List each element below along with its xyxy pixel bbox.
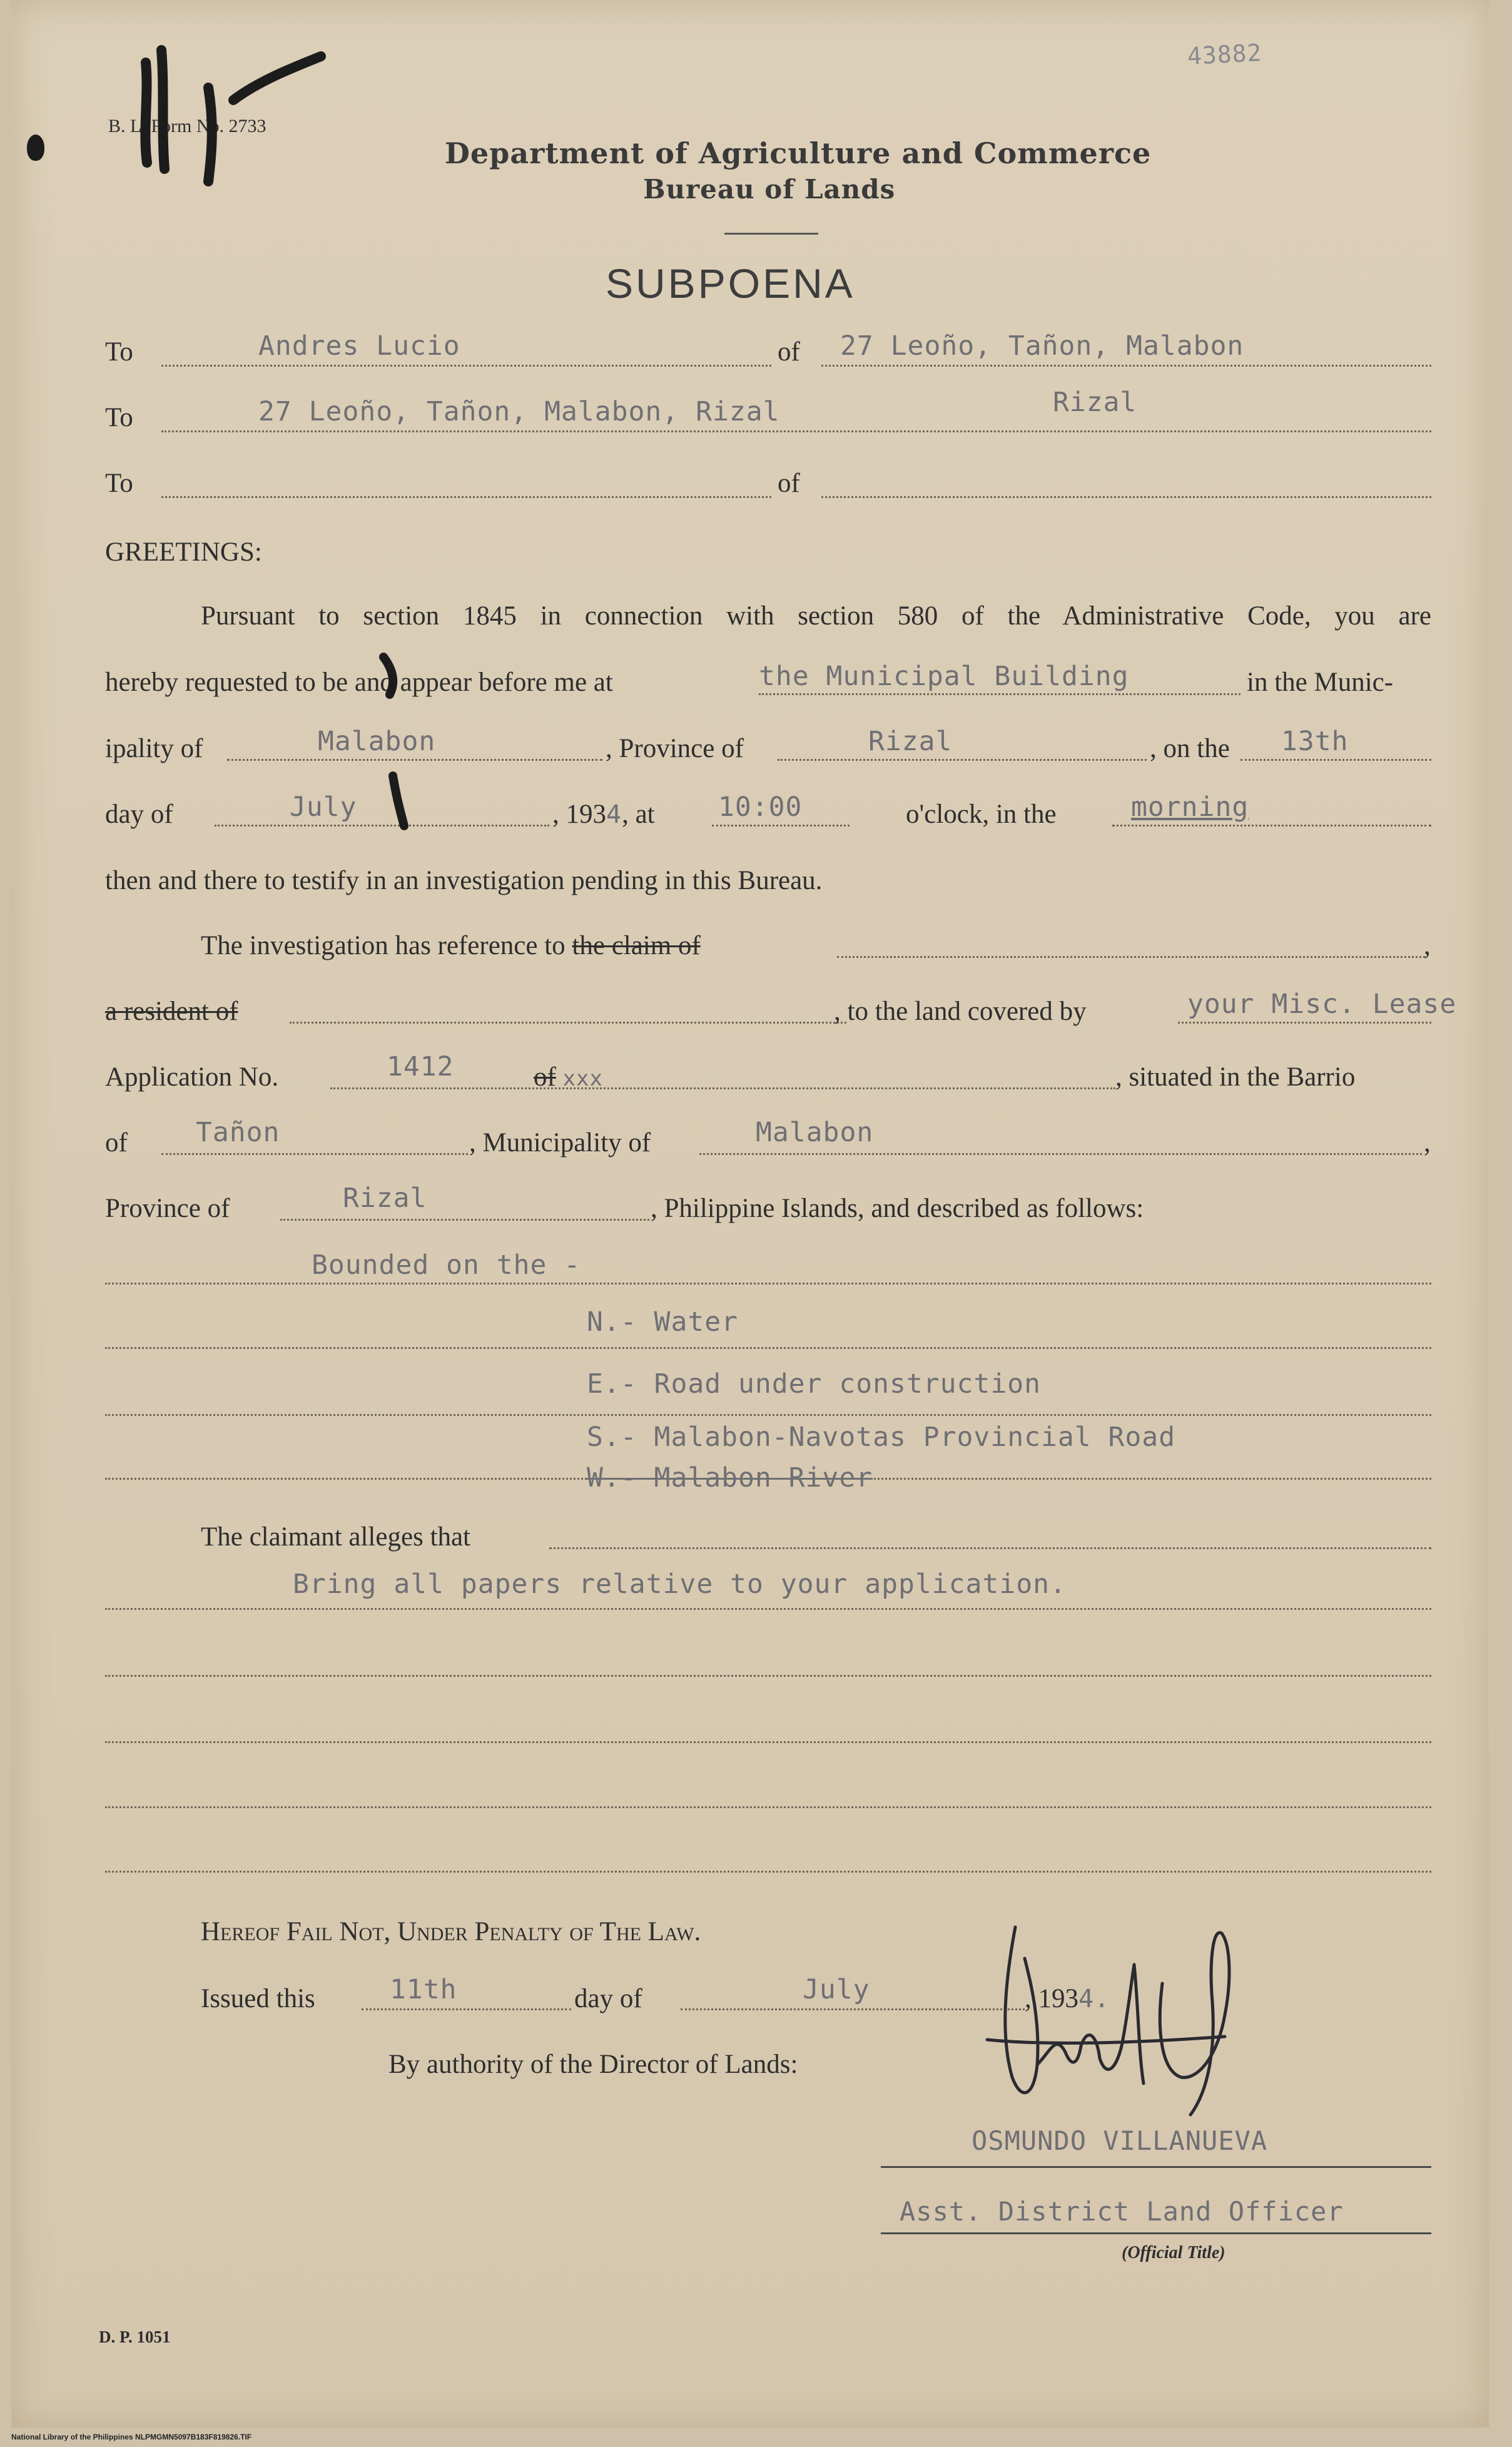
claim-of-line: [837, 956, 1425, 958]
dp-number: D. P. 1051: [99, 2327, 171, 2346]
addressee-line-2: 27 Leoño, Tañon, Malabon, Rizal: [258, 396, 780, 427]
alleges-line-5: [105, 1806, 1431, 1808]
department-heading: Department of Agriculture and Commerce: [445, 136, 1152, 170]
issued-month: July: [803, 1974, 870, 2005]
to-label-2: To: [105, 403, 133, 432]
boundary-line-1: [105, 1283, 1431, 1285]
barrio-value: Tañon: [196, 1117, 280, 1148]
ink-marks-middle: [368, 644, 418, 832]
to-line-1: [161, 365, 771, 367]
bureau-heading: Bureau of Lands: [643, 174, 896, 205]
of-label-3: of: [778, 469, 800, 498]
para2-line5-b: , Philippine Islands, and described as follows:: [651, 1194, 1144, 1223]
para2-line3-a: Application No.: [105, 1062, 279, 1092]
time-value: 10:00: [718, 791, 803, 823]
para1-line2-b: in the Munic-: [1247, 668, 1394, 697]
para2-line1: The investigation has reference to the claim of: [201, 931, 701, 960]
day-value: 13th: [1281, 726, 1349, 757]
app-no-line: [330, 1087, 1115, 1089]
alleges-line-3: [105, 1675, 1431, 1677]
to-label-3: To: [105, 469, 133, 498]
day-line: [1241, 759, 1431, 761]
signer-name: OSMUNDO VILLANUEVA: [972, 2125, 1268, 2156]
form-number: B. L. Form No. 2733: [108, 116, 266, 136]
para2-line4-b: , Municipality of: [469, 1128, 651, 1157]
of-line-3: [821, 496, 1431, 498]
para2-line4-a: of: [105, 1128, 128, 1157]
to-line-3: [161, 496, 771, 498]
boundary-south: S.- Malabon-Navotas Provincial Road: [587, 1422, 1176, 1453]
time-line: [712, 825, 850, 827]
archive-footer: National Library of the Philippines NLPMGMN5097B183F819826.TIF: [11, 2433, 252, 2441]
para1-line4-b: , 1934, at: [552, 800, 655, 829]
issued-day-line: [362, 2008, 571, 2010]
para1-line2-a: hereby requested to be and appear before me at: [105, 668, 613, 697]
province-value: Rizal: [868, 726, 953, 757]
para1-line4-d: o'clock, in the: [906, 800, 1057, 829]
para2-line5-a: Province of: [105, 1194, 230, 1223]
alleges-line-4: [105, 1741, 1431, 1743]
month-value: July: [290, 791, 357, 823]
issued-label: Issued this: [201, 1984, 315, 2013]
ink-blot: [27, 135, 44, 161]
period-value: morning: [1131, 791, 1249, 823]
comma: ,: [1424, 931, 1431, 960]
place-line: [759, 693, 1241, 695]
claimant-alleges-label: The claimant alleges that: [201, 1522, 471, 1552]
addressee-address: 27 Leoño, Tañon, Malabon: [840, 330, 1244, 362]
alleges-text: Bring all papers relative to your application.: [293, 1569, 1067, 1600]
corner-number: 43882: [1186, 38, 1263, 71]
appearance-place: the Municipal Building: [759, 661, 1129, 692]
issued-month-line: [681, 2008, 1025, 2010]
signer-title: Asst. District Land Officer: [900, 2196, 1344, 2227]
of-label-1: of: [778, 337, 800, 367]
handwritten-signature: [975, 1890, 1300, 2134]
boundary-north: N.- Water: [587, 1306, 738, 1338]
para1-line4-a: day of: [105, 800, 173, 829]
para1-line3-c: , on the: [1150, 734, 1230, 763]
issued-day-of: day of: [574, 1984, 642, 2013]
bounded-label: Bounded on the -: [312, 1249, 581, 1281]
boundary-east: E.- Road under construction: [587, 1368, 1041, 1400]
page-title: SUBPOENA: [606, 260, 855, 307]
official-title-caption: (Official Title): [1122, 2243, 1225, 2262]
addressee-name: Andres Lucio: [258, 330, 460, 362]
covered-line: [1178, 1022, 1431, 1024]
resident-of-struck: a resident of: [105, 997, 238, 1026]
signature-line: [881, 2166, 1431, 2168]
province-line: [778, 759, 1147, 761]
alleges-line-2: [105, 1608, 1431, 1610]
authority-line: By authority of the Director of Lands:: [388, 2050, 798, 2079]
addressee-province: Rizal: [1053, 387, 1137, 418]
barrio-line: [161, 1153, 468, 1155]
boundary-line-2: [105, 1347, 1431, 1349]
para1-line3-b: , Province of: [606, 734, 744, 763]
para1-line1: Pursuant to section 1845 in connection with section 580 of the Administrative Code, you are: [201, 601, 1431, 631]
period-line: [1112, 825, 1431, 827]
greetings: GREETINGS:: [105, 537, 262, 567]
to-label-1: To: [105, 337, 133, 367]
hereof-fail-not: Hereof Fail Not, Under Penalty of The Law.: [201, 1917, 701, 1946]
header-divider: [724, 233, 818, 235]
issued-day: 11th: [390, 1974, 457, 2005]
province2-line: [280, 1219, 649, 1221]
ink-marks-top: [133, 44, 346, 188]
para1-line5: then and there to testify in an investigation pending in this Bureau.: [105, 866, 823, 895]
boundary-west: W.- Malabon River: [587, 1462, 873, 1493]
of-struck-group: of xxx: [534, 1062, 603, 1092]
covered-by-value: your Misc. Lease: [1187, 989, 1457, 1020]
issued-year: , 1934.: [1025, 1984, 1110, 2013]
alleges-line-1: [549, 1547, 1431, 1549]
resident-line: [290, 1022, 846, 1024]
boundary-line-3: [105, 1414, 1431, 1416]
comma-2: ,: [1424, 1128, 1431, 1157]
municipality2-value: Malabon: [756, 1117, 874, 1148]
title-line: [881, 2232, 1431, 2234]
document-page: [11, 0, 1489, 2441]
alleges-line-6: [105, 1871, 1431, 1873]
province2-value: Rizal: [343, 1183, 427, 1214]
municipality-value: Malabon: [318, 726, 436, 757]
para2-line3-b: , situated in the Barrio: [1115, 1062, 1356, 1092]
municipality2-line: [699, 1153, 1422, 1155]
application-number: 1412: [387, 1051, 454, 1082]
of-line-1: [821, 365, 1431, 367]
to-line-2: [161, 430, 1431, 432]
para2-line2-b: , to the land covered by: [834, 997, 1087, 1026]
para1-line3-a: ipality of: [105, 734, 203, 763]
